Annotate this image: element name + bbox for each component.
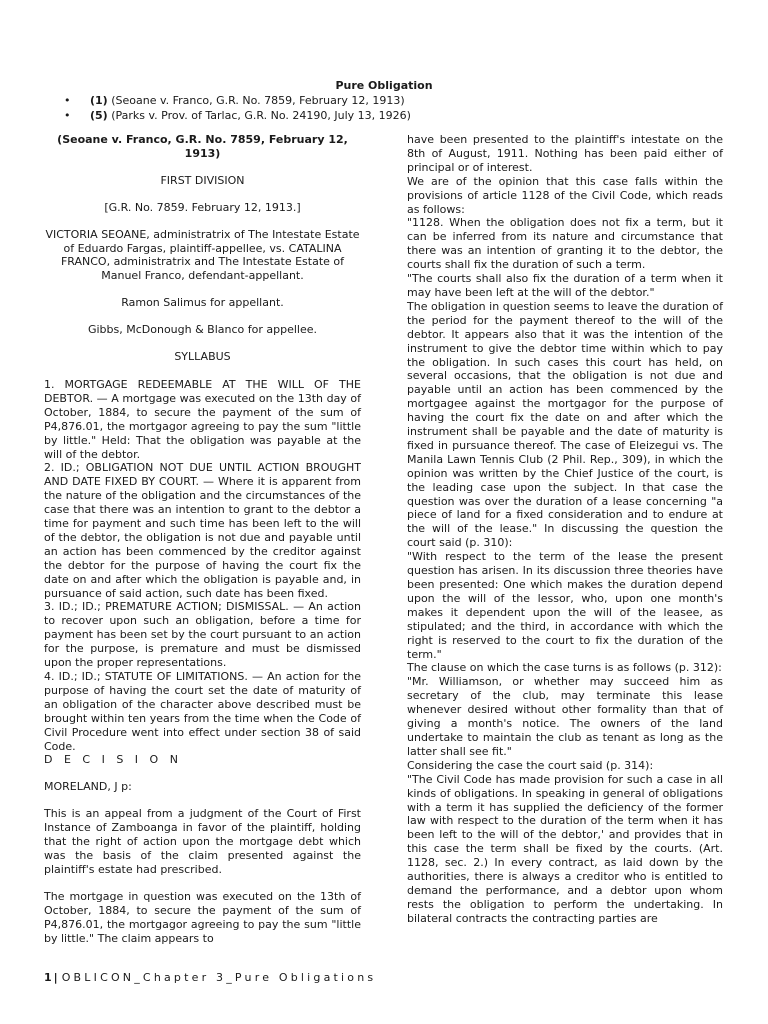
decision-paragraph: Considering the case the court said (p. 314): — [407, 758, 654, 772]
page-number: 1 — [44, 971, 52, 984]
counsel-appellee: Gibbs, McDonough & Blanco for appellee. — [87, 323, 318, 337]
quoted-article: "The courts shall also fix the duration of a term when it may have been left at the will of the debtor." — [407, 272, 723, 299]
syllabus-item: 4. ID.; ID.; STATUTE OF LIMITATIONS. — An action for the purpose of having the court set the date of maturity of an obligation of the character above described must be brought within ten years from the time when the Code of Civil Procedure went into effect under section 38 of said Code. — [44, 670, 361, 753]
case-reference-text: (Seoane v. Franco, G.R. No. 7859, February 12, 1913) — [111, 94, 405, 107]
case-reference-item — [62, 93, 722, 108]
case-reference-text: (Parks v. Prov. of Tarlac, G.R. No. 24190, July 13, 1926) — [111, 109, 411, 122]
quoted-passage: "Mr. Williamson, or whether may succeed him as secretary of the club, may terminate this lease whenever desired without other formality than that of giving a month's notice. The owners of the land undertake to maintain the club as tenant as long as the latter shall see fit." — [407, 675, 723, 758]
left-column — [44, 133, 361, 945]
case-reference-number: (5) — [90, 109, 108, 122]
decision-paragraph: have been presented to the plaintiff's intestate on the 8th of August, 1911. Nothing has been paid either of principal or of interest. — [407, 133, 723, 174]
court-division: FIRST DIVISION — [160, 173, 245, 187]
case-reference-item — [62, 108, 722, 123]
syllabus-item: 1. MORTGAGE REDEEMABLE AT THE WILL OF THE DEBTOR. — A mortgage was executed on the 13th day of October, 1884, to secure the payment of the sum of P4,876.01, the mortgagor agreeing to pay the sum "little by little." Held: That the obligation was payable at the will of the debtor. — [44, 377, 361, 461]
case-reference-list — [62, 93, 722, 123]
ponente: MORELAND, J p: — [44, 780, 132, 794]
decision-paragraph: The clause on which the case turns is as follows (p. 312): — [407, 661, 722, 675]
gr-number: [G.R. No. 7859. February 12, 1913.] — [104, 200, 301, 214]
right-column — [407, 133, 723, 926]
quoted-article: "1128. When the obligation does not fix a term, but it can be inferred from its nature and circumstance that there was an intention of granting it to the debtor, the courts shall fix the duration of such a term. — [407, 216, 723, 272]
footer-text: OBLICON_Chapter 3_Pure Obligations — [61, 971, 377, 984]
syllabus-item: 2. ID.; OBLIGATION NOT DUE UNTIL ACTION BROUGHT AND DATE FIXED BY COURT. — Where it is apparent from the nature of the obligation and the circumstances of the case that there was an intention to grant to the debtor a time for payment and such time has been left to the will of the debtor, the obligation is not due and payable until an action has been commenced by the creditor against the debtor for the purpose of having the court fix the date on and after which the obligation is payable and, in pursuance of said action, such date has been fixed. — [44, 461, 361, 600]
decision-paragraph: The obligation in question seems to leave the duration of the period for the payment thereof to the will of the debtor. It appears also that it was the intention of the instrument to give the debtor time within which to pay the obligation. In such cases this court has held, on several occasions, that the obligation is not due and payable until an action has been commenced by the mortgagee against the mortgagor for the purpose of having the court fix the date on and after which the instrument shall be payable and the date of maturity is fixed in pursuance thereof. The case of Eleizegui vs. The Manila Lawn Tennis Club (2 Phil. Rep., 309), in which the opinion was written by the Chief Justice of the court, is the leading case upon the subject. In that case the question was over the duration of a lease concerning "a piece of land for a fixed consideration and to endure at the will of the lease." In discussing the question the court said (p. 310): — [407, 299, 723, 550]
decision-paragraph: The mortgage in question was executed on the 13th of October, 1884, to secure the payment of the sum of P4,876.01, the mortgagor agreeing to pay the sum "little by little." The claim appears to — [44, 889, 361, 945]
quoted-passage: "The Civil Code has made provision for such a case in all kinds of obligations. In speaking in general of obligations with a term it has supplied the deficiency of the former law with respect to the duration of the term when it has been left to the will of the debtor,' and provides that in this case the term shall be fixed by the courts. (Art. 1128, sec. 2.) In every contract, as laid down by the authorities, there is always a creditor who is entitled to demand the performance, and a debtor upon whom rests the obligation to perform the undertaking. In bilateral contracts the contracting parties are — [407, 772, 723, 925]
decision-paragraph: We are of the opinion that this case falls within the provisions of article 1128 of the Civil Code, which reads as follows: — [407, 174, 723, 216]
decision-paragraph: This is an appeal from a judgment of the Court of First Instance of Zamboanga in favor of the plaintiff, holding that the right of action upon the mortgage debt which was the basis of the claim presented against the plaintiff's estate had prescribed. — [44, 807, 361, 876]
syllabus-heading: SYLLABUS — [174, 350, 231, 364]
document-title: Pure Obligation — [335, 79, 433, 92]
counsel-appellant: Ramon Salimus for appellant. — [121, 296, 284, 310]
syllabus-item: 3. ID.; ID.; PREMATURE ACTION; DISMISSAL. — An action to recover upon such an obligation, before a time for payment has been set by the court pursuant to an action for the purpose, is premature and must be dismissed upon the proper representations. — [44, 600, 361, 670]
page-footer — [44, 971, 724, 985]
quoted-passage: "With respect to the term of the lease the present question has arisen. In its discussion three theories have been presented: One which makes the duration depend upon the will of the lessor, who, upon one month's makes it dependent upon the will of the leasee, as stipulated; and the third, in accordance with which the right is reserved to the court to fix the duration of the term." — [407, 550, 723, 661]
case-reference-number: (1) — [90, 94, 108, 107]
case-title: (Seoane v. Franco, G.R. No. 7859, February 12, 1913) — [57, 133, 348, 160]
case-parties: VICTORIA SEOANE, administratrix of The Intestate Estate of Eduardo Fargas, plaintiff-appellee, vs. CATALINA FRANCO, administratrix and The Intestate Estate of Manuel Franco, defendant-appellant. — [45, 227, 360, 283]
footer-separator: | — [53, 971, 58, 984]
decision-heading: D E C I S I O N — [44, 753, 182, 767]
